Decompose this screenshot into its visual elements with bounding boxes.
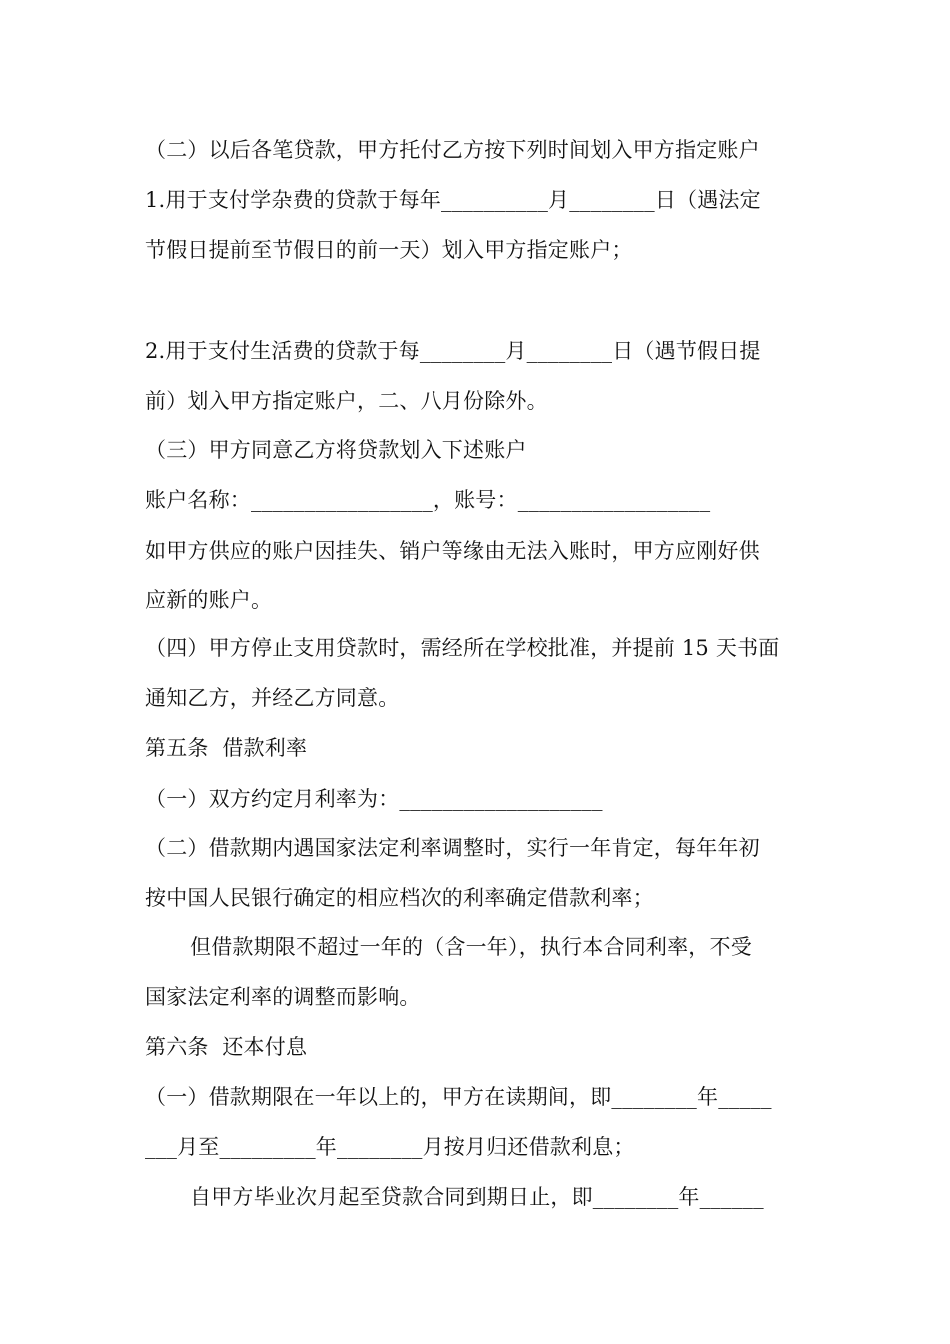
paragraph-line: 通知乙方，并经乙方同意。: [145, 686, 400, 710]
paragraph-line: 按中国人民银行确定的相应档次的利率确定借款利率；: [145, 886, 654, 910]
paragraph-line: （二）以后各笔贷款，甲方托付乙方按下列时间划入甲方指定账户: [145, 138, 760, 162]
paragraph-line: 但借款期限不超过一年的（含一年），执行本合同利率，不受: [190, 935, 752, 959]
paragraph-line: 2.用于支付生活费的贷款于每________月________日（遇节假日提: [145, 339, 761, 363]
paragraph-line: 应新的账户。: [145, 588, 273, 612]
paragraph-line: （二）借款期内遇国家法定利率调整时，实行一年肯定，每年年初: [145, 836, 760, 860]
section-heading: 第六条 还本付息: [145, 1035, 308, 1059]
paragraph-line: 自甲方毕业次月起至贷款合同到期日止，即________年______: [190, 1185, 764, 1209]
paragraph-line: （三）甲方同意乙方将贷款划入下述账户: [145, 438, 527, 462]
paragraph-line: 1.用于支付学杂费的贷款于每年__________月________日（遇法定: [145, 188, 761, 212]
paragraph-line: 前）划入甲方指定账户，二、八月份除外。: [145, 389, 548, 413]
paragraph-line: 账户名称：_________________，账号：__________________: [145, 488, 711, 512]
paragraph-line: （一）借款期限在一年以上的，甲方在读期间，即________年_____: [145, 1085, 772, 1109]
paragraph-line: 如甲方供应的账户因挂失、销户等缘由无法入账时，甲方应刚好供: [145, 539, 760, 563]
paragraph-line: （四）甲方停止支用贷款时，需经所在学校批准，并提前 15 天书面: [145, 636, 780, 660]
paragraph-line: ___月至_________年________月按月归还借款利息；: [145, 1135, 635, 1159]
section-heading: 第五条 借款利率: [145, 736, 308, 760]
paragraph-line: （一）双方约定月利率为：___________________: [145, 787, 603, 811]
paragraph-line: 节假日提前至节假日的前一天）划入甲方指定账户；: [145, 238, 633, 262]
paragraph-line: 国家法定利率的调整而影响。: [145, 985, 421, 1009]
